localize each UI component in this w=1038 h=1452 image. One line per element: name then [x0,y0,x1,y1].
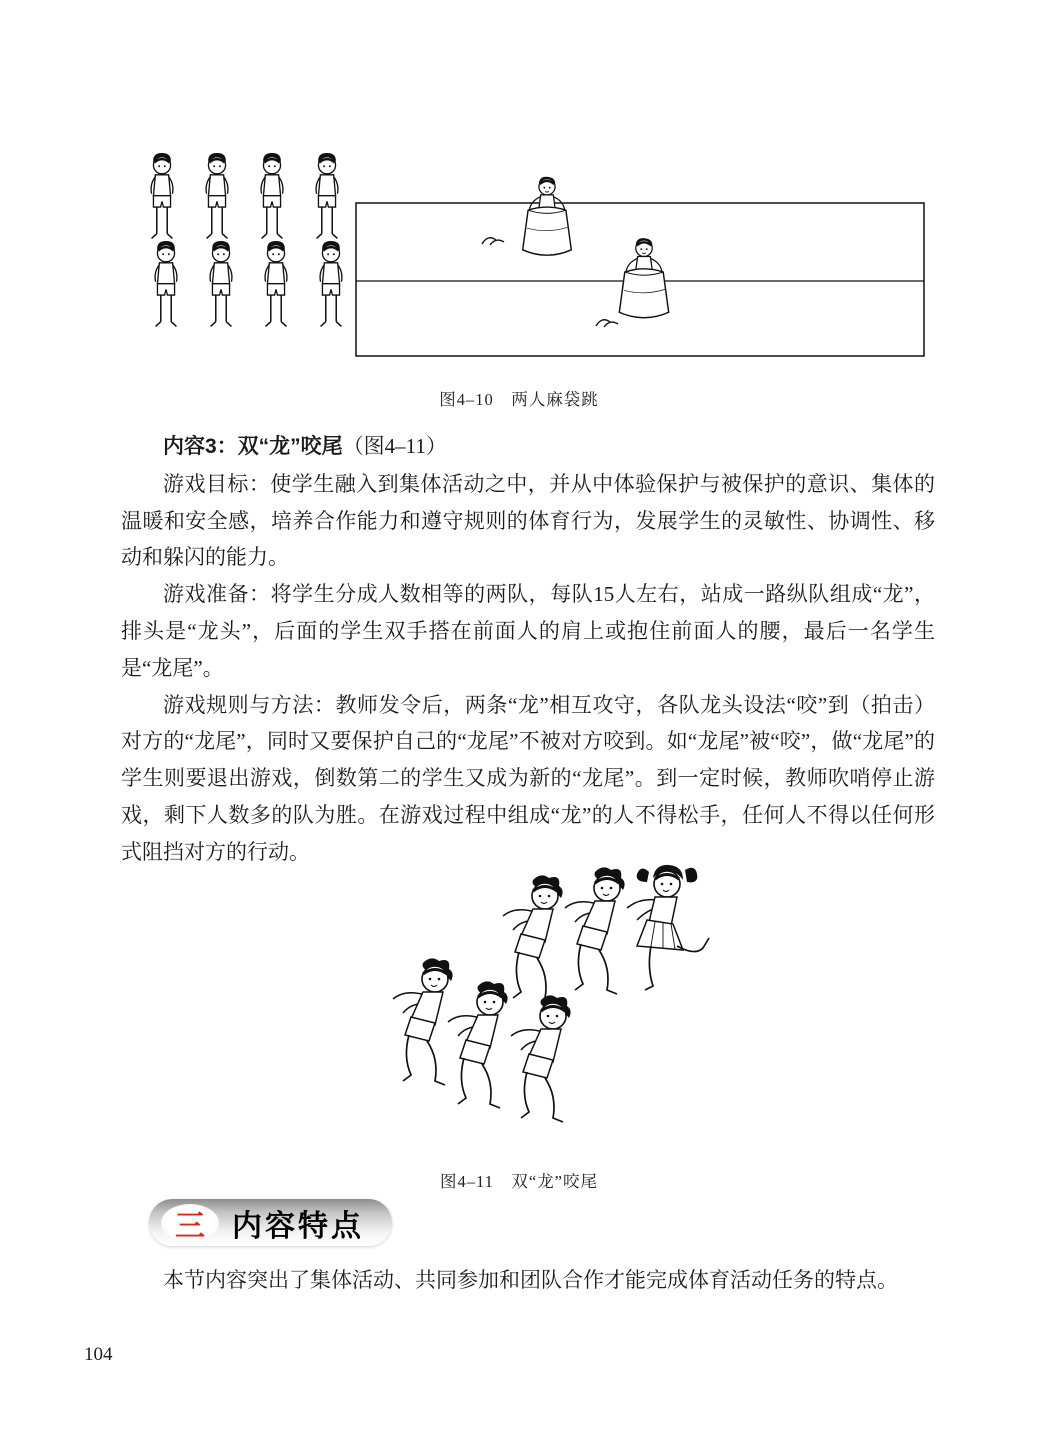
running-child-icon [448,981,508,1108]
figure-4-10-caption: 图4–10 两人麻袋跳 [439,390,599,409]
running-child-icon [511,995,571,1122]
paragraph-game-goal-text: 使学生融入到集体活动之中，并从中体验保护与被保护的意识、集体的温暖和安全感，培养合作能力和遵守规则的体育行为，发展学生的灵敏性、协调性、移动和躲闪的能力。 [121,471,936,570]
section-number-badge [161,1204,219,1242]
paragraph-game-rules-text: 教师发令后，两条“龙”相互攻守，各队龙头设法“咬”到（拍击）对方的“龙尾”，同时又要保护自己的“龙尾”不被对方咬到。如“龙尾”被“咬”，做“龙尾”的学生则要退出游戏，倒数第二的学生又成为新的“龙尾”。到一定时候，教师吹哨停止游戏，剩下人数多的队为胜。在游戏过程中组成“龙”的人不得松手，任何人不得以任何形式阻挡对方的行动。 [121,692,936,864]
content3-heading-main: 内容3：双“龙”咬尾 [163,435,343,458]
content3-heading [121,428,935,466]
figure-4-11 [345,862,735,1172]
standing-child-icon [316,153,338,239]
paragraph-game-goal [121,466,935,576]
sack-race-illustration [128,146,928,361]
bounce-marks-icon [596,320,618,327]
running-child-icon [503,875,563,1002]
bounce-marks-icon [482,238,504,245]
paragraph-game-prep [121,576,935,686]
paragraph-game-goal-label: 游戏目标： [163,471,271,496]
running-child-icon [565,867,625,994]
standing-child-icon [155,241,177,327]
standing-child-icon [151,153,173,239]
paragraph-game-rules [121,687,935,871]
sack-jumper-icon [523,177,572,255]
page-number: 104 [84,1344,113,1365]
standing-child-icon [261,153,283,239]
body-text-column [121,428,935,871]
content3-heading-ref: （图4–11） [342,434,447,458]
paragraph-game-prep-label: 游戏准备： [163,582,271,607]
pigtail-girl-icon [627,865,709,990]
figure-4-10 [128,146,928,361]
standing-child-icon [320,241,342,327]
sack-jumper-icon [619,238,668,318]
dragon-game-illustration [345,862,735,1172]
standing-child-icon [265,241,287,327]
section-number: 三 [175,1209,205,1243]
running-child-icon [393,958,453,1085]
standing-child-icon [206,153,228,239]
section-title: 内容特点 [232,1209,364,1243]
paragraph-game-rules-label: 游戏规则与方法： [163,692,336,717]
standing-child-icon [210,241,232,327]
section-header-pill [149,1199,392,1246]
paragraph-game-prep-text: 将学生分成人数相等的两队，每队15人左右，站成一路纵队组成“龙”，排头是“龙头”，后面的学生双手搭在前面人的肩上或抱住前面人的腰，最后一名学生是“龙尾”。 [121,582,936,680]
closing-paragraph: 本节内容突出了集体活动、共同参加和团队合作才能完成体育活动任务的特点。 [163,1268,898,1292]
figure-4-11-caption: 图4–11 双“龙”咬尾 [439,1172,599,1191]
